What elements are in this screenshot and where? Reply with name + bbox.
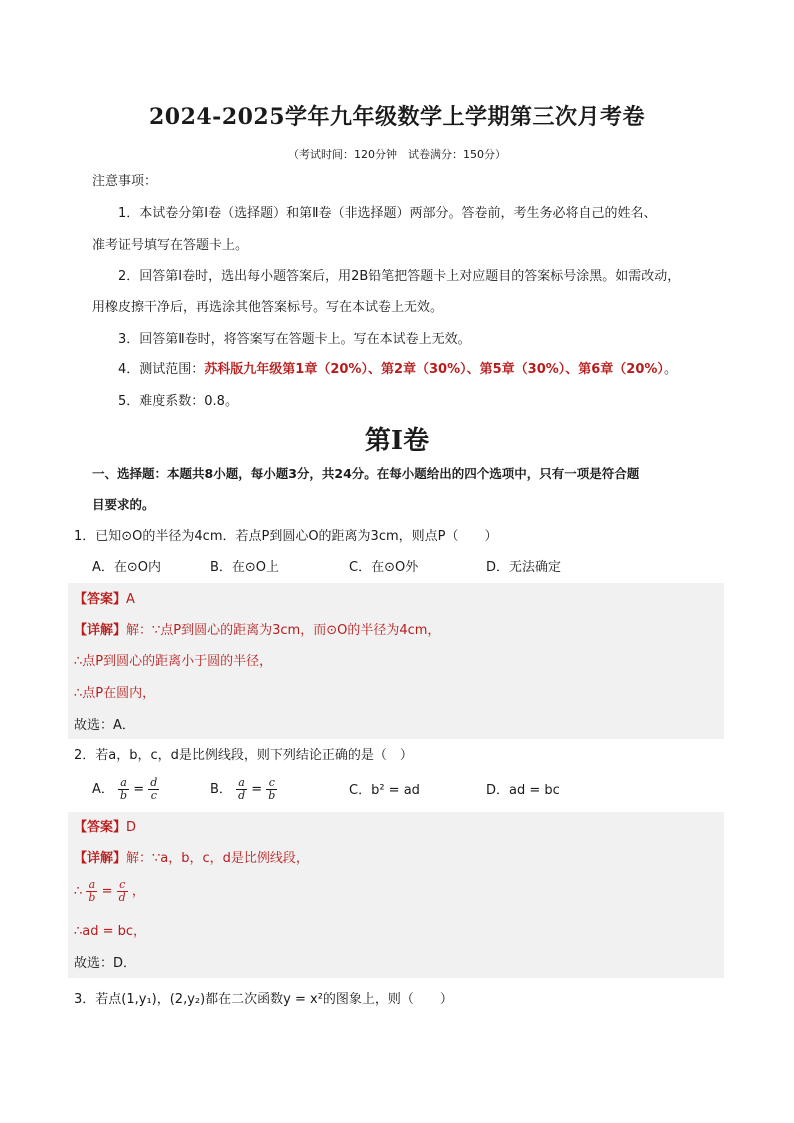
q3-stem: 3．若点(1,y₁)，(2,y₂)都在二次函数y = x²的图象上，则（ ）: [74, 992, 453, 1007]
q1-detail-text-1: 解：∵点P到圆心的距离为3cm，而⊙O的半径为4cm，: [126, 623, 441, 638]
q1-answer-label: 【答案】: [74, 592, 127, 607]
notice-item-1-line-1: 1．本试卷分第Ⅰ卷（选择题）和第Ⅱ卷（非选择题）两部分。答卷前，考生务必将自己的姓名、: [118, 206, 657, 221]
q2-detail-fraction-2: [117, 879, 128, 904]
notice-item-4-suffix: 。: [663, 362, 677, 377]
q2-answer-box: [68, 812, 724, 978]
q1-detail-line-2: ∴点P到圆心的距离小于圆的半径，: [74, 654, 273, 669]
numerator: a: [86, 879, 97, 892]
numerator: a: [236, 777, 247, 790]
numerator: c: [266, 777, 277, 790]
q2-option-a: [92, 775, 159, 805]
notice-item-4: [118, 361, 677, 379]
denominator: b: [268, 789, 276, 802]
q1-detail-line-3: ∴点P在圆内，: [74, 686, 156, 701]
exam-title: 2024-2025学年九年级数学上学期第三次月考卷: [148, 104, 646, 130]
notice-item-5: 5．难度系数：0.8。: [118, 394, 238, 409]
q1-detail-line-4: 故选：A．: [74, 718, 135, 733]
q2-option-b: [210, 775, 277, 805]
notice-item-2-line-1: 2．回答第Ⅰ卷时，选出每小题答案后，用2B铅笔把答题卡上对应题目的答案标号涂黑。如需改动，: [118, 269, 681, 284]
denominator: c: [150, 789, 157, 802]
exam-subtitle: （考试时间：120分钟 试卷满分：150分）: [288, 148, 506, 161]
q2-detail-line-1: [74, 850, 309, 868]
q2-answer-value: D: [126, 820, 137, 835]
equals-sign: =: [133, 782, 145, 797]
q2-option-b-label: B．: [210, 782, 232, 797]
q1-option-a: A．在⊙O内: [92, 560, 162, 575]
test-range: 苏科版九年级第1章（20%）、第2章（30%）、第5章（30%）、第6章（20%）: [204, 362, 664, 377]
q2-option-b-fraction-1: [236, 777, 247, 802]
numerator: a: [118, 777, 129, 790]
q2-answer: [74, 819, 136, 837]
q2-option-a-fraction-1: [118, 777, 129, 802]
section-title: 第Ⅰ卷: [364, 426, 430, 456]
denominator: d: [118, 891, 126, 904]
q1-option-d: D．无法确定: [486, 560, 562, 575]
notice-heading: 注意事项：: [92, 174, 158, 189]
q1-detail-line-1: [74, 622, 440, 640]
q1-option-c: C．在⊙O外: [349, 560, 419, 575]
comma: ，: [131, 884, 145, 899]
notice-item-2-line-2: 用橡皮擦干净后，再选涂其他答案标号。写在本试卷上无效。: [92, 300, 444, 315]
numerator: c: [117, 879, 128, 892]
q2-detail-label: 【详解】: [74, 851, 127, 866]
q2-detail-text-1: 解：∵a，b，c，d是比例线段，: [126, 851, 309, 866]
denominator: d: [238, 789, 246, 802]
q2-detail-line-4: 故选：D．: [74, 956, 137, 971]
q2-option-d: D．ad = bc: [486, 783, 560, 798]
q2-answer-label: 【答案】: [74, 820, 127, 835]
q1-option-b: B．在⊙O上: [210, 560, 280, 575]
therefore-symbol: ∴: [74, 884, 83, 899]
q2-stem: 2．若a，b，c，d是比例线段，则下列结论正确的是（ ）: [74, 748, 413, 763]
q2-option-a-fraction-2: [148, 777, 159, 802]
section-desc-line-1: 一、选择题：本题共8小题，每小题3分，共24分。在每小题给出的四个选项中，只有一项是符合题: [92, 466, 640, 481]
q1-detail-label: 【详解】: [74, 623, 127, 638]
denominator: b: [120, 789, 128, 802]
q2-detail-line-3: ∴ad = bc，: [74, 924, 147, 939]
denominator: b: [88, 891, 96, 904]
q2-detail-fraction-1: [86, 879, 97, 904]
q2-option-c: C．b² = ad: [349, 783, 420, 798]
equals-sign: =: [101, 884, 113, 899]
q2-option-a-label: A．: [92, 782, 114, 797]
equals-sign: =: [251, 782, 263, 797]
q1-answer: [74, 591, 135, 609]
section-desc-line-2: 目要求的。: [92, 497, 155, 512]
notice-item-4-prefix: 4．测试范围：: [118, 362, 205, 377]
q1-stem: 1．已知⊙O的半径为4cm．若点P到圆心O的距离为3cm，则点P（ ）: [74, 529, 498, 544]
q2-detail-line-2: [74, 877, 145, 907]
numerator: d: [150, 776, 158, 789]
q2-option-b-fraction-2: [266, 777, 277, 802]
notice-item-1-line-2: 准考证号填写在答题卡上。: [92, 238, 249, 253]
q1-answer-value: A: [126, 592, 135, 607]
notice-item-3: 3．回答第Ⅱ卷时，将答案写在答题卡上。写在本试卷上无效。: [118, 332, 471, 347]
